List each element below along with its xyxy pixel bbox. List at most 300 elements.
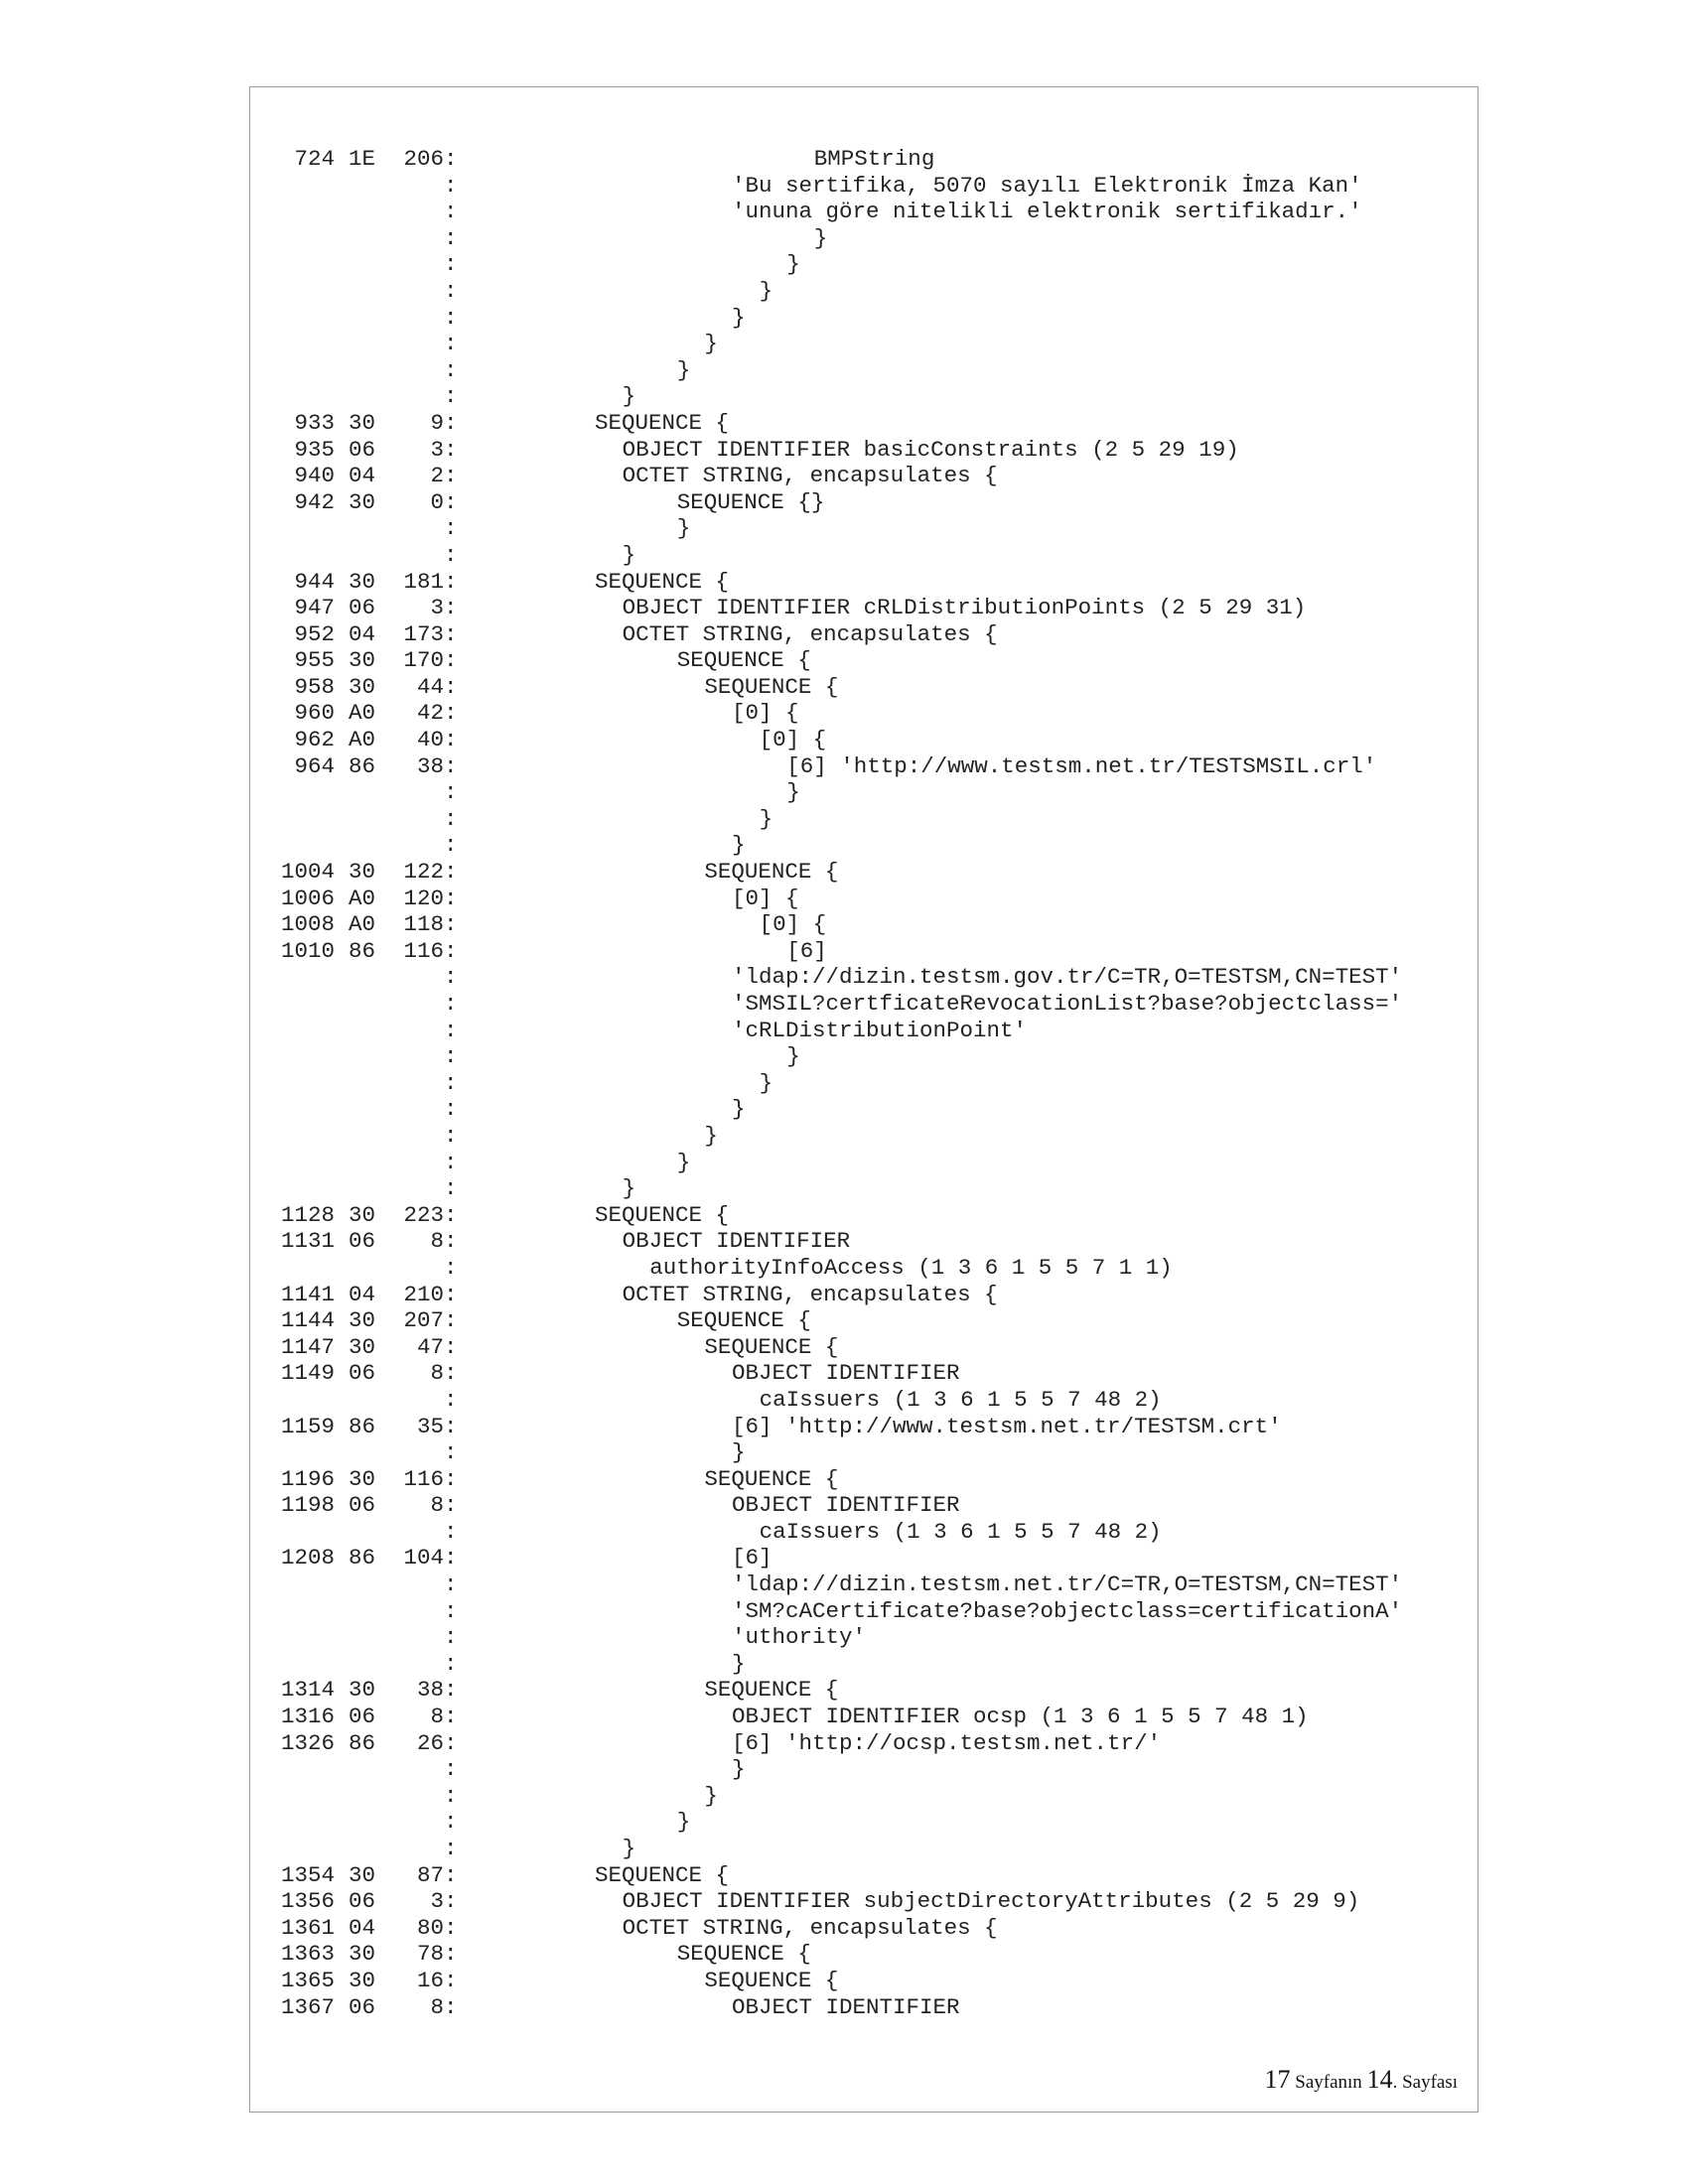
asn1-content: } — [759, 1069, 774, 1096]
offset-value: 1354 — [280, 1861, 335, 1888]
asn1-content: } — [732, 1096, 746, 1123]
dump-row — [265, 1651, 1402, 1678]
dump-row — [265, 1043, 1402, 1070]
colon-separator: : — [444, 1017, 458, 1043]
asn1-content: SEQUENCE { — [704, 1333, 839, 1360]
length-value: 42 — [416, 700, 444, 727]
colon-separator: : — [444, 964, 458, 991]
tag-value: A0 — [349, 700, 376, 727]
colon-separator: : — [444, 383, 458, 410]
tag-value: 86 — [349, 1729, 376, 1756]
asn1-content: } — [732, 832, 746, 859]
dump-row — [265, 463, 1402, 489]
asn1-content: [0] { — [759, 911, 827, 938]
tag-value: 04 — [349, 1914, 376, 1941]
asn1-content: 'SM?cACertificate?base?objectclass=certificationA' — [732, 1597, 1403, 1624]
asn1-content: OBJECT IDENTIFIER — [732, 1360, 960, 1387]
asn1-content: 'uthority' — [732, 1624, 867, 1651]
length-value: 8 — [430, 1360, 444, 1387]
colon-separator: : — [444, 1413, 458, 1439]
tag-value: 86 — [349, 1545, 376, 1571]
asn1-content: 'ununa göre nitelikli elektronik sertifikadır.' — [732, 199, 1362, 225]
asn1-content: OBJECT IDENTIFIER subjectDirectoryAttributes (2 5 29 9) — [622, 1888, 1360, 1915]
dump-row — [265, 1123, 1402, 1150]
colon-separator: : — [444, 1941, 458, 1968]
colon-separator: : — [444, 1597, 458, 1624]
dump-row — [265, 1968, 1402, 1994]
dump-row — [265, 1255, 1402, 1282]
asn1-content: [6] — [732, 1545, 773, 1571]
length-value: 8 — [430, 1228, 444, 1255]
asn1-content: SEQUENCE { — [595, 409, 730, 436]
colon-separator: : — [444, 859, 458, 886]
offset-value: 1363 — [280, 1941, 335, 1968]
dump-row — [265, 1677, 1402, 1704]
length-value: 40 — [416, 727, 444, 753]
offset-value: 1196 — [280, 1465, 335, 1492]
dump-row — [265, 1704, 1402, 1730]
offset-value: 1367 — [280, 1993, 335, 2020]
asn1-content: OBJECT IDENTIFIER — [732, 1993, 960, 2020]
asn1-content: SEQUENCE { — [704, 1677, 839, 1704]
offset-value: 947 — [294, 595, 335, 621]
offset-value: 1008 — [280, 911, 335, 938]
length-value: 116 — [403, 1465, 444, 1492]
asn1-dump-listing — [265, 146, 1402, 2020]
colon-separator: : — [444, 146, 458, 172]
offset-value: 1365 — [280, 1967, 335, 1993]
colon-separator: : — [444, 1545, 458, 1571]
length-value: 78 — [416, 1941, 444, 1968]
colon-separator: : — [444, 1333, 458, 1360]
length-value: 181 — [403, 568, 444, 595]
dump-row — [265, 1492, 1402, 1519]
page-label: . Sayfası — [1392, 2072, 1458, 2093]
offset-value: 962 — [294, 727, 335, 753]
length-value: 118 — [403, 911, 444, 938]
offset-value: 1004 — [280, 859, 335, 886]
colon-separator: : — [444, 1861, 458, 1888]
offset-value: 940 — [294, 463, 335, 489]
colon-separator: : — [444, 251, 458, 278]
page-of-label: Sayfanın — [1290, 2072, 1367, 2093]
length-value: 104 — [403, 1545, 444, 1571]
tag-value: 30 — [349, 1333, 376, 1360]
dump-row — [265, 1150, 1402, 1176]
offset-value: 1361 — [280, 1914, 335, 1941]
tag-value: 06 — [349, 1704, 376, 1730]
asn1-content: } — [704, 331, 718, 357]
asn1-content: BMPString — [813, 146, 935, 172]
dump-row — [265, 647, 1402, 674]
dump-row — [265, 515, 1402, 542]
asn1-content: [6] 'http://ocsp.testsm.net.tr/' — [732, 1729, 1162, 1756]
colon-separator: : — [444, 620, 458, 647]
colon-separator: : — [444, 1571, 458, 1598]
colon-separator: : — [444, 1069, 458, 1096]
asn1-content: OBJECT IDENTIFIER basicConstraints (2 5 29 19) — [622, 436, 1239, 463]
length-value: 80 — [416, 1914, 444, 1941]
colon-separator: : — [444, 1967, 458, 1993]
asn1-content: [6] — [786, 937, 827, 964]
length-value: 120 — [403, 885, 444, 911]
tag-value: 30 — [349, 488, 376, 515]
colon-separator: : — [444, 1201, 458, 1228]
asn1-content: [0] { — [732, 700, 799, 727]
dump-row — [265, 1307, 1402, 1334]
colon-separator: : — [444, 1836, 458, 1861]
dump-row — [265, 1466, 1402, 1493]
asn1-content: [6] 'http://www.testsm.net.tr/TESTSMSIL.crl' — [786, 752, 1377, 779]
tag-value: 30 — [349, 673, 376, 700]
tag-value: 30 — [349, 1307, 376, 1334]
dump-row — [265, 1360, 1402, 1387]
asn1-content: } — [622, 1175, 636, 1202]
tag-value: 30 — [349, 568, 376, 595]
dump-row — [265, 1070, 1402, 1097]
length-value: 8 — [430, 1704, 444, 1730]
dump-row — [265, 1228, 1402, 1255]
asn1-content: } — [732, 1439, 746, 1466]
asn1-content: SEQUENCE { — [676, 1307, 811, 1334]
asn1-content: 'Bu sertifika, 5070 sayılı Elektronik İmza Kan' — [732, 172, 1362, 199]
dump-row — [265, 806, 1402, 833]
tag-value: 06 — [349, 1993, 376, 2020]
dump-row — [265, 727, 1402, 753]
dump-row — [265, 886, 1402, 912]
dump-row — [265, 1334, 1402, 1361]
offset-value: 1010 — [280, 937, 335, 964]
offset-value: 952 — [294, 620, 335, 647]
tag-value: 06 — [349, 1888, 376, 1915]
length-value: 210 — [403, 1281, 444, 1307]
colon-separator: : — [444, 1518, 458, 1545]
length-value: 38 — [416, 752, 444, 779]
dump-row — [265, 1730, 1402, 1757]
offset-value: 935 — [294, 436, 335, 463]
tag-value: 04 — [349, 620, 376, 647]
offset-value: 1208 — [280, 1545, 335, 1571]
colon-separator: : — [444, 911, 458, 938]
tag-value: 30 — [349, 1967, 376, 1993]
dump-row — [265, 991, 1402, 1018]
length-value: 173 — [403, 620, 444, 647]
offset-value: 1326 — [280, 1729, 335, 1756]
offset-value: 1356 — [280, 1888, 335, 1915]
dump-row — [265, 410, 1402, 437]
length-value: 9 — [430, 409, 444, 436]
dump-row — [265, 1783, 1402, 1810]
offset-value: 960 — [294, 700, 335, 727]
asn1-content: OCTET STRING, encapsulates { — [622, 620, 998, 647]
tag-value: 06 — [349, 1228, 376, 1255]
tag-value: A0 — [349, 911, 376, 938]
colon-separator: : — [444, 224, 458, 251]
asn1-content: } — [786, 779, 800, 806]
offset-value: 1128 — [280, 1201, 335, 1228]
colon-separator: : — [444, 727, 458, 753]
dump-row — [265, 305, 1402, 332]
tag-value: 30 — [349, 1941, 376, 1968]
colon-separator: : — [444, 832, 458, 859]
length-value: 26 — [416, 1729, 444, 1756]
length-value: 3 — [430, 595, 444, 621]
dump-row — [265, 569, 1402, 596]
dump-row — [265, 489, 1402, 516]
dump-row — [265, 146, 1402, 173]
dump-row — [265, 199, 1402, 225]
dump-row — [265, 278, 1402, 305]
colon-separator: : — [444, 1439, 458, 1466]
asn1-content: 'ldap://dizin.testsm.gov.tr/C=TR,O=TESTSM,CN=TEST' — [732, 964, 1403, 991]
colon-separator: : — [444, 172, 458, 199]
dump-row — [265, 1862, 1402, 1889]
dump-row — [265, 1202, 1402, 1229]
colon-separator: : — [444, 304, 458, 331]
asn1-content: } — [732, 1650, 746, 1677]
colon-separator: : — [444, 1043, 458, 1070]
asn1-content: OBJECT IDENTIFIER — [732, 1492, 960, 1519]
colon-separator: : — [444, 1228, 458, 1255]
asn1-content: } — [786, 1043, 800, 1070]
colon-separator: : — [444, 463, 458, 489]
tag-value: 30 — [349, 409, 376, 436]
dump-row — [265, 911, 1402, 938]
colon-separator: : — [444, 1360, 458, 1387]
asn1-content: } — [676, 515, 691, 542]
asn1-content: } — [622, 541, 636, 568]
length-value: 206 — [403, 146, 444, 172]
asn1-content: } — [676, 356, 691, 383]
dump-row — [265, 595, 1402, 621]
colon-separator: : — [444, 331, 458, 357]
tag-value: 86 — [349, 1413, 376, 1439]
asn1-content: } — [676, 1149, 691, 1175]
offset-value: 1314 — [280, 1677, 335, 1704]
dump-row — [265, 1175, 1402, 1202]
asn1-content: SEQUENCE { — [595, 1201, 730, 1228]
length-value: 38 — [416, 1677, 444, 1704]
dump-row — [265, 1571, 1402, 1598]
dump-row — [265, 173, 1402, 200]
dump-row — [265, 1519, 1402, 1546]
asn1-content: } — [676, 1809, 691, 1836]
colon-separator: : — [444, 752, 458, 779]
dump-row — [265, 542, 1402, 569]
page-footer — [1265, 2065, 1458, 2095]
dump-row — [265, 331, 1402, 357]
asn1-content: SEQUENCE { — [595, 1861, 730, 1888]
offset-value: 933 — [294, 409, 335, 436]
asn1-content: OBJECT IDENTIFIER — [622, 1228, 851, 1255]
dump-row — [265, 1624, 1402, 1651]
page-current: 14 — [1366, 2065, 1393, 2094]
offset-value: 942 — [294, 488, 335, 515]
asn1-content: } — [759, 277, 774, 304]
dump-row — [265, 859, 1402, 886]
tag-value: 30 — [349, 1465, 376, 1492]
offset-value: 1198 — [280, 1492, 335, 1519]
asn1-content: [0] { — [759, 727, 827, 753]
tag-value: 04 — [349, 1281, 376, 1307]
colon-separator: : — [444, 1914, 458, 1941]
colon-separator: : — [444, 673, 458, 700]
tag-value: 30 — [349, 859, 376, 886]
length-value: 8 — [430, 1993, 444, 2020]
offset-value: 1149 — [280, 1360, 335, 1387]
colon-separator: : — [444, 515, 458, 542]
asn1-content: OBJECT IDENTIFIER ocsp (1 3 6 1 5 5 7 48 1) — [732, 1704, 1309, 1730]
offset-value: 944 — [294, 568, 335, 595]
colon-separator: : — [444, 541, 458, 568]
dump-row — [265, 964, 1402, 991]
dump-row — [265, 779, 1402, 806]
asn1-content: OCTET STRING, encapsulates { — [622, 1281, 998, 1307]
asn1-content: SEQUENCE { — [704, 1465, 839, 1492]
dump-row — [265, 832, 1402, 859]
dump-row — [265, 1756, 1402, 1783]
tag-value: 06 — [349, 436, 376, 463]
asn1-content: } — [704, 1782, 718, 1809]
length-value: 16 — [416, 1967, 444, 1993]
length-value: 116 — [403, 937, 444, 964]
length-value: 87 — [416, 1861, 444, 1888]
offset-value: 958 — [294, 673, 335, 700]
tag-value: 04 — [349, 463, 376, 489]
length-value: 207 — [403, 1307, 444, 1334]
colon-separator: : — [444, 1281, 458, 1307]
colon-separator: : — [444, 277, 458, 304]
dump-row — [265, 1994, 1402, 2021]
asn1-content: } — [786, 251, 800, 278]
tag-value: A0 — [349, 885, 376, 911]
colon-separator: : — [444, 568, 458, 595]
colon-separator: : — [444, 805, 458, 832]
asn1-content: [6] 'http://www.testsm.net.tr/TESTSM.crt' — [732, 1413, 1282, 1439]
dump-row — [265, 1096, 1402, 1123]
colon-separator: : — [444, 595, 458, 621]
dump-row — [265, 1836, 1402, 1862]
dump-row — [265, 1545, 1402, 1571]
length-value: 3 — [430, 436, 444, 463]
colon-separator: : — [444, 1677, 458, 1704]
colon-separator: : — [444, 1465, 458, 1492]
length-value: 47 — [416, 1333, 444, 1360]
asn1-content: SEQUENCE { — [676, 1941, 811, 1968]
length-value: 8 — [430, 1492, 444, 1519]
tag-value: 06 — [349, 595, 376, 621]
offset-value: 955 — [294, 647, 335, 674]
asn1-content: SEQUENCE { — [595, 568, 730, 595]
asn1-content: } — [704, 1122, 718, 1149]
dump-row — [265, 1809, 1402, 1836]
colon-separator: : — [444, 1254, 458, 1281]
colon-separator: : — [444, 1386, 458, 1413]
colon-separator: : — [444, 356, 458, 383]
length-value: 223 — [403, 1201, 444, 1228]
offset-value: 724 — [294, 146, 335, 172]
offset-value: 1144 — [280, 1307, 335, 1334]
asn1-content: SEQUENCE { — [704, 673, 839, 700]
asn1-content: caIssuers (1 3 6 1 5 5 7 48 2) — [759, 1518, 1162, 1545]
colon-separator: : — [444, 1729, 458, 1756]
dump-row — [265, 753, 1402, 780]
dump-row — [265, 437, 1402, 464]
colon-separator: : — [444, 409, 458, 436]
dump-row — [265, 1941, 1402, 1968]
colon-separator: : — [444, 991, 458, 1017]
dump-row — [265, 1439, 1402, 1466]
colon-separator: : — [444, 779, 458, 806]
colon-separator: : — [444, 700, 458, 727]
colon-separator: : — [444, 647, 458, 674]
colon-separator: : — [444, 1096, 458, 1123]
asn1-content: SEQUENCE { — [704, 1967, 839, 1993]
asn1-content: 'ldap://dizin.testsm.net.tr/C=TR,O=TESTSM,CN=TEST' — [732, 1571, 1403, 1598]
colon-separator: : — [444, 1993, 458, 2020]
dump-row — [265, 1598, 1402, 1625]
asn1-content: OCTET STRING, encapsulates { — [622, 1914, 998, 1941]
offset-value: 1159 — [280, 1413, 335, 1439]
tag-value: 30 — [349, 647, 376, 674]
tag-value: 06 — [349, 1492, 376, 1519]
colon-separator: : — [444, 937, 458, 964]
tag-value: 30 — [349, 1677, 376, 1704]
colon-separator: : — [444, 1782, 458, 1809]
tag-value: 30 — [349, 1201, 376, 1228]
tag-value: 1E — [349, 146, 376, 172]
colon-separator: : — [444, 199, 458, 225]
tag-value: 86 — [349, 937, 376, 964]
asn1-content: authorityInfoAccess (1 3 6 1 5 5 7 1 1) — [649, 1254, 1173, 1281]
length-value: 170 — [403, 647, 444, 674]
offset-value: 1316 — [280, 1704, 335, 1730]
dump-row — [265, 700, 1402, 727]
asn1-content: } — [622, 383, 636, 410]
colon-separator: : — [444, 436, 458, 463]
colon-separator: : — [444, 488, 458, 515]
colon-separator: : — [444, 1122, 458, 1149]
colon-separator: : — [444, 885, 458, 911]
asn1-content: [0] { — [732, 885, 799, 911]
dump-row — [265, 251, 1402, 278]
colon-separator: : — [444, 1149, 458, 1175]
dump-row — [265, 1888, 1402, 1915]
colon-separator: : — [444, 1888, 458, 1915]
asn1-content: SEQUENCE { — [676, 647, 811, 674]
dump-row — [265, 938, 1402, 965]
colon-separator: : — [444, 1492, 458, 1519]
dump-row — [265, 1387, 1402, 1414]
length-value: 2 — [430, 463, 444, 489]
dump-row — [265, 1282, 1402, 1308]
asn1-content: OCTET STRING, encapsulates { — [622, 463, 998, 489]
dump-row — [265, 1018, 1402, 1044]
dump-row — [265, 225, 1402, 252]
offset-value: 964 — [294, 752, 335, 779]
dump-row — [265, 1915, 1402, 1942]
tag-value: 30 — [349, 1861, 376, 1888]
tag-value: A0 — [349, 727, 376, 753]
asn1-content: } — [759, 805, 774, 832]
dump-row — [265, 1414, 1402, 1440]
offset-value: 1141 — [280, 1281, 335, 1307]
colon-separator: : — [444, 1650, 458, 1677]
asn1-content: caIssuers (1 3 6 1 5 5 7 48 2) — [759, 1386, 1162, 1413]
dump-row — [265, 674, 1402, 701]
asn1-content: SEQUENCE { — [704, 859, 839, 886]
tag-value: 86 — [349, 752, 376, 779]
